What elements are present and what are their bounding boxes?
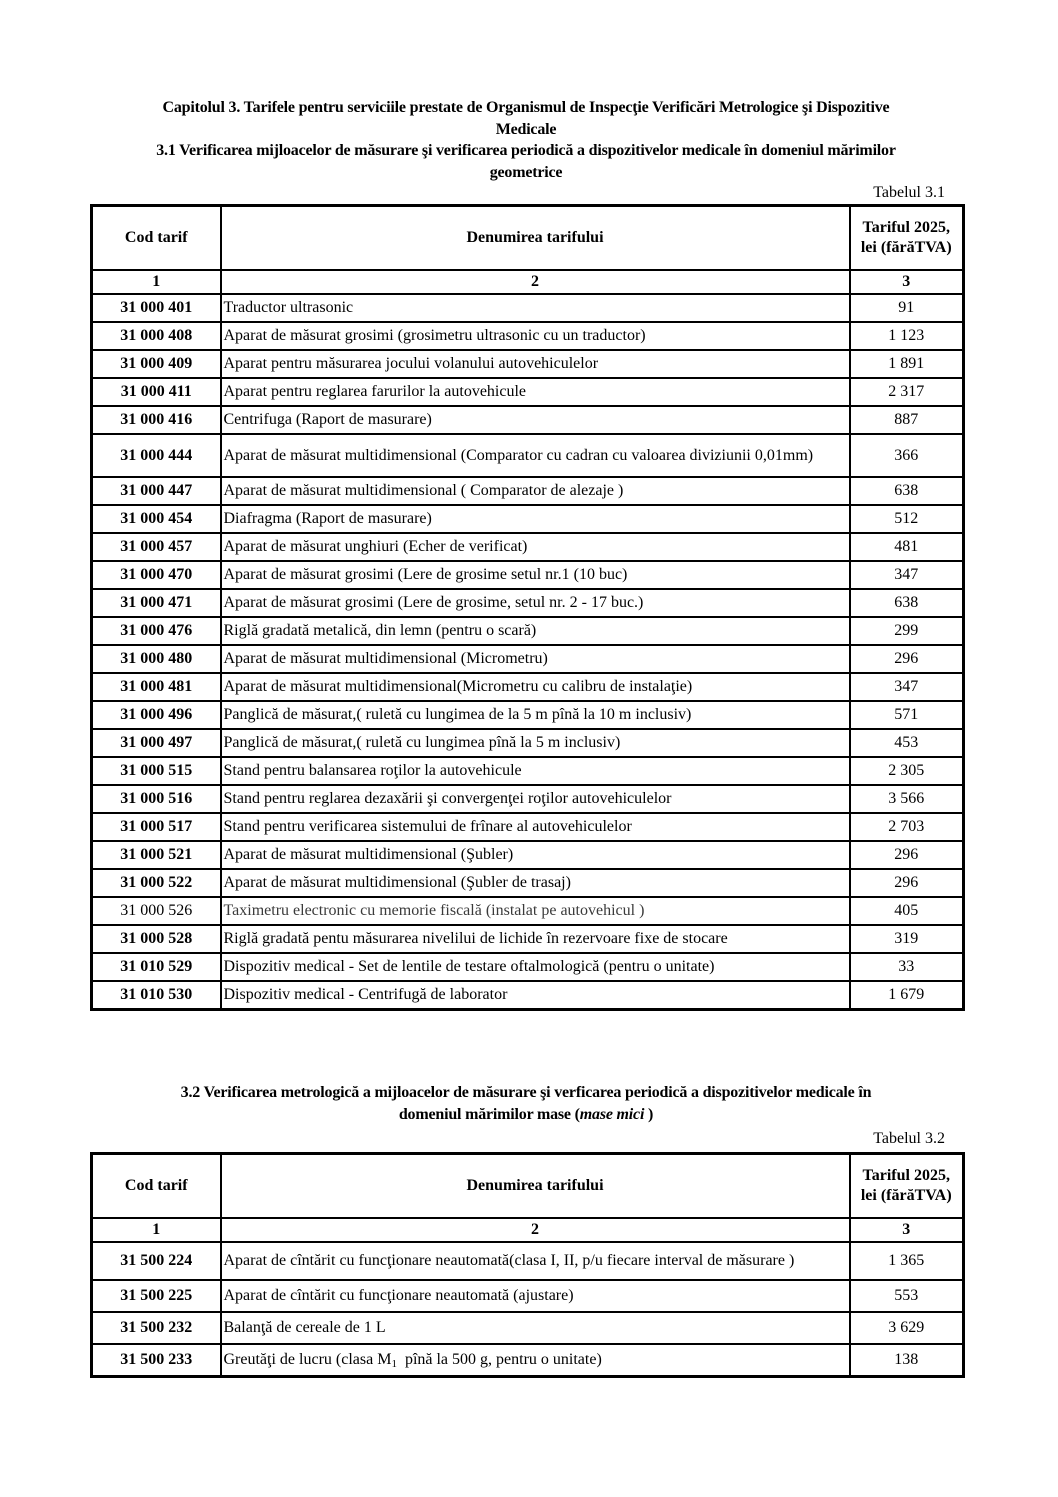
- tariff-code: 31 000 496: [92, 701, 221, 729]
- tariff-code: 31 000 528: [92, 925, 221, 953]
- tariff-code: 31 000 447: [92, 477, 221, 505]
- heading-text: domeniul mărimilor mase (: [398, 1105, 580, 1123]
- table-row: [92, 645, 964, 673]
- tariff-price: 887: [850, 406, 964, 434]
- tariff-name: Aparat de măsurat multidimensional(Micrometru cu calibru de instalaţie): [221, 673, 850, 701]
- tariff-code: 31 000 444: [92, 434, 221, 477]
- tariff-code: 31 500 224: [92, 1242, 221, 1280]
- table-row: [92, 617, 964, 645]
- header-tariful-line2: lei (fărăTVA): [860, 239, 952, 256]
- table-row: [92, 589, 964, 617]
- tariff-code: 31 000 471: [92, 589, 221, 617]
- tariff-price: 481: [850, 533, 964, 561]
- header-tariful-line1: Tariful 2025,: [862, 1167, 950, 1184]
- header-cod-tarif: Cod tarif: [92, 206, 221, 271]
- table-row: [92, 757, 964, 785]
- table-row: [92, 378, 964, 406]
- table-row: [92, 925, 964, 953]
- tariff-name: Aparat pentru reglarea farurilor la autovehicule: [221, 378, 850, 406]
- table-row: [92, 869, 964, 897]
- header-tariful-line2: lei (fărăTVA): [860, 1187, 952, 1204]
- tariff-price: 3 629: [850, 1312, 964, 1344]
- tariff-price: 2 703: [850, 813, 964, 841]
- header-cod-tarif: Cod tarif: [92, 1154, 221, 1219]
- tariff-code: 31 500 232: [92, 1312, 221, 1344]
- section-3-1-heading: [90, 140, 962, 183]
- tariff-name: Aparat de cîntărit cu funcţionare neautomată(clasa I, II, p/u fiecare interval de măsurare ): [221, 1242, 850, 1280]
- table-row: [92, 477, 964, 505]
- tariff-code: 31 000 515: [92, 757, 221, 785]
- header-tariful: [850, 206, 964, 271]
- tariff-price: 3 566: [850, 785, 964, 813]
- tariff-price: 571: [850, 701, 964, 729]
- section-3-1-heading-line1: 3.1 Verificarea mijloacelor de măsurare şi verificarea periodică a dispozitivelor medicale în domeniul mărimilor: [156, 142, 896, 159]
- header-tariful-line1: Tariful 2025,: [862, 219, 950, 236]
- tariff-price: 91: [850, 294, 964, 322]
- column-number-2: 2: [221, 1218, 850, 1242]
- header-denumirea: Denumirea tarifului: [221, 1154, 850, 1219]
- tariff-name: Panglică de măsurat,( ruletă cu lungimea pînă la 5 m inclusiv): [221, 729, 850, 757]
- tariff-price: 138: [850, 1344, 964, 1377]
- tariff-price: 2 317: [850, 378, 964, 406]
- table-row: [92, 434, 964, 477]
- chapter-title: [90, 97, 962, 140]
- tariff-name: Stand pentru reglarea dezaxării şi convergenţei roţilor autovehiculelor: [221, 785, 850, 813]
- tariff-name: Taximetru electronic cu memorie fiscală (instalat pe autovehicul ): [221, 897, 850, 925]
- tariff-price: 638: [850, 477, 964, 505]
- tariff-name: Aparat pentru măsurarea jocului volanului autovehiculelor: [221, 350, 850, 378]
- tariff-price: 1 891: [850, 350, 964, 378]
- tariff-table-3-2: [90, 1152, 965, 1378]
- section-3-2-heading-line1: 3.2 Verificarea metrologică a mijloacelor de măsurare şi verficarea periodică a dispozitivelor medicale în: [180, 1084, 872, 1101]
- column-number-2: 2: [221, 270, 850, 294]
- tariff-name: Aparat de măsurat grosimi (Lere de grosime setul nr.1 (10 buc): [221, 561, 850, 589]
- table-row: [92, 841, 964, 869]
- table-row: [92, 1280, 964, 1312]
- column-number-1: 1: [92, 1218, 221, 1242]
- tariff-code: 31 000 521: [92, 841, 221, 869]
- heading-italic-text: mase mici: [579, 1105, 645, 1123]
- tariff-name: Traductor ultrasonic: [221, 294, 850, 322]
- table-header-row: [92, 206, 964, 271]
- table-row: [92, 897, 964, 925]
- tariff-table-3-1: [90, 204, 965, 1011]
- table-row: [92, 1242, 964, 1280]
- column-number-row: [92, 1218, 964, 1242]
- tariff-name: Stand pentru verificarea sistemului de frînare al autovehiculelor: [221, 813, 850, 841]
- tariff-name: Dispozitiv medical - Centrifugă de laborator: [221, 981, 850, 1010]
- column-number-3: 3: [850, 270, 964, 294]
- table-row: [92, 1344, 964, 1377]
- table-row: [92, 785, 964, 813]
- subscript: 1: [391, 1358, 397, 1370]
- section-3-2-heading: [90, 1082, 962, 1125]
- header-denumirea: Denumirea tarifului: [221, 206, 850, 271]
- tariff-price: 299: [850, 617, 964, 645]
- tariff-name: Riglă gradată metalică, din lemn (pentru o scară): [221, 617, 850, 645]
- tariff-name: Balanţă de cereale de 1 L: [221, 1312, 850, 1344]
- tariff-price: 319: [850, 925, 964, 953]
- tariff-price: 296: [850, 841, 964, 869]
- section-3-1-heading-line2: geometrice: [489, 163, 563, 181]
- chapter-title-line1: Capitolul 3. Tarifele pentru serviciile prestate de Organismul de Inspecţie Verificări Metrologice şi Dispozitive: [162, 99, 890, 116]
- tariff-name: Aparat de măsurat multidimensional ( Comparator de alezaje ): [221, 477, 850, 505]
- tariff-code: 31 000 522: [92, 869, 221, 897]
- tariff-name: Stand pentru balansarea roţilor la autovehicule: [221, 757, 850, 785]
- tariff-name: [221, 1344, 850, 1377]
- tariff-price: 296: [850, 869, 964, 897]
- tariff-code: 31 500 225: [92, 1280, 221, 1312]
- tariff-code: 31 010 530: [92, 981, 221, 1010]
- header-tariful: [850, 1154, 964, 1219]
- section-3-2-heading-line2: [90, 1104, 962, 1126]
- name-text: pînă la 500 g, pentru o unitate): [396, 1351, 602, 1368]
- tariff-code: 31 000 476: [92, 617, 221, 645]
- tariff-name: Aparat de măsurat grosimi (Lere de grosime, setul nr. 2 - 17 buc.): [221, 589, 850, 617]
- tariff-price: 405: [850, 897, 964, 925]
- tariff-price: 1 365: [850, 1242, 964, 1280]
- tariff-price: 453: [850, 729, 964, 757]
- table-row: [92, 294, 964, 322]
- table-row: [92, 406, 964, 434]
- tariff-price: 1 123: [850, 322, 964, 350]
- tariff-name: Aparat de măsurat multidimensional (Şubler de trasaj): [221, 869, 850, 897]
- tariff-code: 31 000 409: [92, 350, 221, 378]
- table-row: [92, 1312, 964, 1344]
- tariff-name: Centrifuga (Raport de masurare): [221, 406, 850, 434]
- table-row: [92, 953, 964, 981]
- tariff-name: Aparat de măsurat unghiuri (Echer de verificat): [221, 533, 850, 561]
- tariff-price: 638: [850, 589, 964, 617]
- tariff-price: 33: [850, 953, 964, 981]
- tariff-price: 553: [850, 1280, 964, 1312]
- tariff-price: 366: [850, 434, 964, 477]
- table-row: [92, 813, 964, 841]
- table-row: [92, 673, 964, 701]
- table-row: [92, 981, 964, 1010]
- tariff-code: 31 000 497: [92, 729, 221, 757]
- tariff-code: 31 000 457: [92, 533, 221, 561]
- tariff-code: 31 000 517: [92, 813, 221, 841]
- tariff-code: 31 000 480: [92, 645, 221, 673]
- table-row: [92, 350, 964, 378]
- tariff-price: 512: [850, 505, 964, 533]
- tariff-name: Aparat de cîntărit cu funcţionare neautomată (ajustare): [221, 1280, 850, 1312]
- heading-text: ): [644, 1105, 654, 1123]
- table-row: [92, 701, 964, 729]
- tariff-code: 31 000 481: [92, 673, 221, 701]
- tariff-price: 347: [850, 561, 964, 589]
- table-row: [92, 533, 964, 561]
- tariff-code: 31 500 233: [92, 1344, 221, 1377]
- table-header-row: [92, 1154, 964, 1219]
- tariff-price: 347: [850, 673, 964, 701]
- table-row: [92, 322, 964, 350]
- table-row: [92, 561, 964, 589]
- column-number-1: 1: [92, 270, 221, 294]
- tariff-name: Aparat de măsurat grosimi (grosimetru ultrasonic cu un traductor): [221, 322, 850, 350]
- name-text: Greutăţi de lucru (clasa M: [223, 1351, 392, 1368]
- tariff-code: 31 000 454: [92, 505, 221, 533]
- tariff-code: 31 010 529: [92, 953, 221, 981]
- chapter-title-line2: Medicale: [495, 120, 557, 138]
- tariff-name: Panglică de măsurat,( ruletă cu lungimea de la 5 m pînă la 10 m inclusiv): [221, 701, 850, 729]
- tariff-code: 31 000 526: [92, 897, 221, 925]
- tariff-code: 31 000 408: [92, 322, 221, 350]
- tariff-name: Aparat de măsurat multidimensional (Şubler): [221, 841, 850, 869]
- table-row: [92, 729, 964, 757]
- tariff-code: 31 000 516: [92, 785, 221, 813]
- table-3-2-label: Tabelul 3.2: [873, 1130, 945, 1147]
- tariff-code: 31 000 470: [92, 561, 221, 589]
- table-3-1-label: Tabelul 3.1: [873, 184, 945, 201]
- tariff-code: 31 000 401: [92, 294, 221, 322]
- tariff-code: 31 000 416: [92, 406, 221, 434]
- tariff-name: Riglă gradată pentu măsurarea nivelilui de lichide în rezervoare fixe de stocare: [221, 925, 850, 953]
- table-row: [92, 505, 964, 533]
- tariff-price: 2 305: [850, 757, 964, 785]
- tariff-price: 296: [850, 645, 964, 673]
- column-number-3: 3: [850, 1218, 964, 1242]
- column-number-row: [92, 270, 964, 294]
- tariff-price: 1 679: [850, 981, 964, 1010]
- tariff-name: Aparat de măsurat multidimensional (Comparator cu cadran cu valoarea diviziunii 0,01mm): [221, 434, 850, 477]
- tariff-name: Diafragma (Raport de masurare): [221, 505, 850, 533]
- tariff-code: 31 000 411: [92, 378, 221, 406]
- tariff-name: Dispozitiv medical - Set de lentile de testare oftalmologică (pentru o unitate): [221, 953, 850, 981]
- tariff-name: Aparat de măsurat multidimensional (Micrometru): [221, 645, 850, 673]
